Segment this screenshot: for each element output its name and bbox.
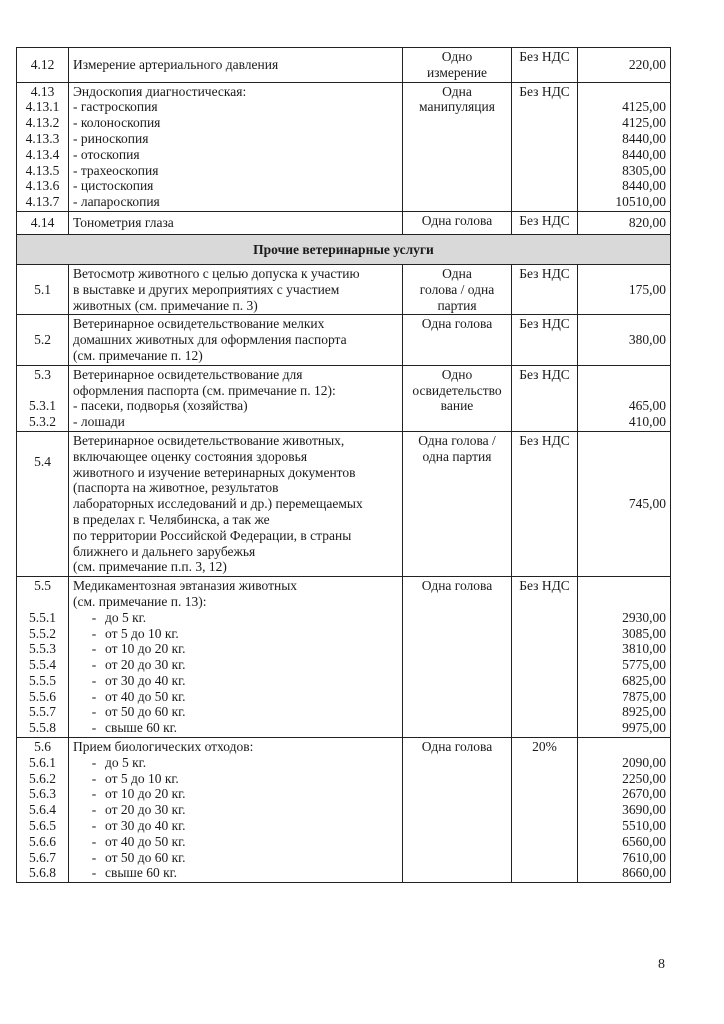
vat-cell: Без НДС bbox=[512, 211, 578, 234]
table-row bbox=[17, 315, 671, 365]
unit-cell: Одно измерение bbox=[403, 48, 512, 83]
table-row bbox=[17, 577, 671, 738]
row-number: 5.3 5.3.1 5.3.2 bbox=[17, 365, 69, 431]
vat-cell: Без НДС bbox=[512, 82, 578, 211]
price-cell: 220,00 bbox=[578, 48, 671, 83]
vat-cell: 20% bbox=[512, 738, 578, 883]
section-title: Прочие ветеринарные услуги bbox=[17, 234, 671, 264]
price-cell: 4125,00 4125,00 8440,00 8440,00 8305,00 8440,00 10510,00 bbox=[578, 82, 671, 211]
price-cell: 745,00 bbox=[578, 431, 671, 576]
price-cell: 380,00 bbox=[578, 315, 671, 365]
unit-cell: Одна голова / одна партия bbox=[403, 264, 512, 314]
page-number: 8 bbox=[658, 957, 665, 972]
section-header-row bbox=[17, 234, 671, 264]
service-name: Тонометрия глаза bbox=[69, 211, 403, 234]
price-table bbox=[16, 47, 671, 883]
unit-cell: Одна голова bbox=[403, 738, 512, 883]
row-number: 5.4 bbox=[17, 431, 69, 576]
row-number: 5.2 bbox=[17, 315, 69, 365]
price-cell: 2090,00 2250,00 2670,00 3690,00 5510,00 6560,00 7610,00 8660,00 bbox=[578, 738, 671, 883]
row-number: 5.6 5.6.1 5.6.2 5.6.3 5.6.4 5.6.5 5.6.6 5.6.7 5.6.8 bbox=[17, 738, 69, 883]
unit-cell: Одна манипуляция bbox=[403, 82, 512, 211]
service-name: Ветеринарное освидетельствование мелких домашних животных для оформления паспорта (см. примечание п. 12) bbox=[69, 315, 403, 365]
unit-cell: Одно освидетельство вание bbox=[403, 365, 512, 431]
vat-cell: Без НДС bbox=[512, 577, 578, 738]
unit-cell: Одна голова / одна партия bbox=[403, 431, 512, 576]
table-row bbox=[17, 82, 671, 211]
table-row bbox=[17, 365, 671, 431]
row-number: 5.5 5.5.1 5.5.2 5.5.3 5.5.4 5.5.5 5.5.6 5.5.7 5.5.8 bbox=[17, 577, 69, 738]
vat-cell: Без НДС bbox=[512, 315, 578, 365]
vat-cell: Без НДС bbox=[512, 48, 578, 83]
service-name: Ветеринарное освидетельствование животных, включающее оценку состояния здоровья животного и изучение ветеринарных документов (паспорта на животное, результатов лабораторных исследований и др.) перемещаемых в пределах г. Челябинска, а так же по территории Российской Федерации, в страны ближнего и дальнего зарубежья (см. примечание п.п. 3, 12) bbox=[69, 431, 403, 576]
table-row bbox=[17, 48, 671, 83]
service-name: Измерение артериального давления bbox=[69, 48, 403, 83]
unit-cell: Одна голова bbox=[403, 315, 512, 365]
unit-cell: Одна голова bbox=[403, 211, 512, 234]
service-name: Прием биологических отходов: - до 5 кг. - от 5 до 10 кг. - от 10 до 20 кг. - от 20 до 30 кг. - от 30 до 40 кг. - от 40 до 50 кг. - от 50 до 60 кг. - свыше 60 кг. bbox=[69, 738, 403, 883]
vat-cell: Без НДС bbox=[512, 431, 578, 576]
service-name: Ветосмотр животного с целью допуска к участию в выставке и других мероприятиях с участием животных (см. примечание п. 3) bbox=[69, 264, 403, 314]
price-cell: 465,00 410,00 bbox=[578, 365, 671, 431]
service-name: Медикаментозная эвтаназия животных (см. примечание п. 13): - до 5 кг. - от 5 до 10 кг. - от 10 до 20 кг. - от 20 до 30 кг. - от 30 до 40 кг. - от 40 до 50 кг. - от 50 до 60 кг. - свыше 60 кг. bbox=[69, 577, 403, 738]
price-cell: 2930,00 3085,00 3810,00 5775,00 6825,00 7875,00 8925,00 9975,00 bbox=[578, 577, 671, 738]
vat-cell: Без НДС bbox=[512, 365, 578, 431]
service-name: Эндоскопия диагностическая: - гастроскопия - колоноскопия - риноскопия - отоскопия - трахеоскопия - цистоскопия - лапароскопия bbox=[69, 82, 403, 211]
unit-cell: Одна голова bbox=[403, 577, 512, 738]
table-row bbox=[17, 738, 671, 883]
row-number: 4.13 4.13.1 4.13.2 4.13.3 4.13.4 4.13.5 4.13.6 4.13.7 bbox=[17, 82, 69, 211]
row-number: 4.14 bbox=[17, 211, 69, 234]
table-row bbox=[17, 431, 671, 576]
price-cell: 175,00 bbox=[578, 264, 671, 314]
row-number: 4.12 bbox=[17, 48, 69, 83]
table-row bbox=[17, 211, 671, 234]
vat-cell: Без НДС bbox=[512, 264, 578, 314]
price-cell: 820,00 bbox=[578, 211, 671, 234]
service-name: Ветеринарное освидетельствование для оформления паспорта (см. примечание п. 12): - пасеки, подворья (хозяйства) - лошади bbox=[69, 365, 403, 431]
row-number: 5.1 bbox=[17, 264, 69, 314]
table-row bbox=[17, 264, 671, 314]
